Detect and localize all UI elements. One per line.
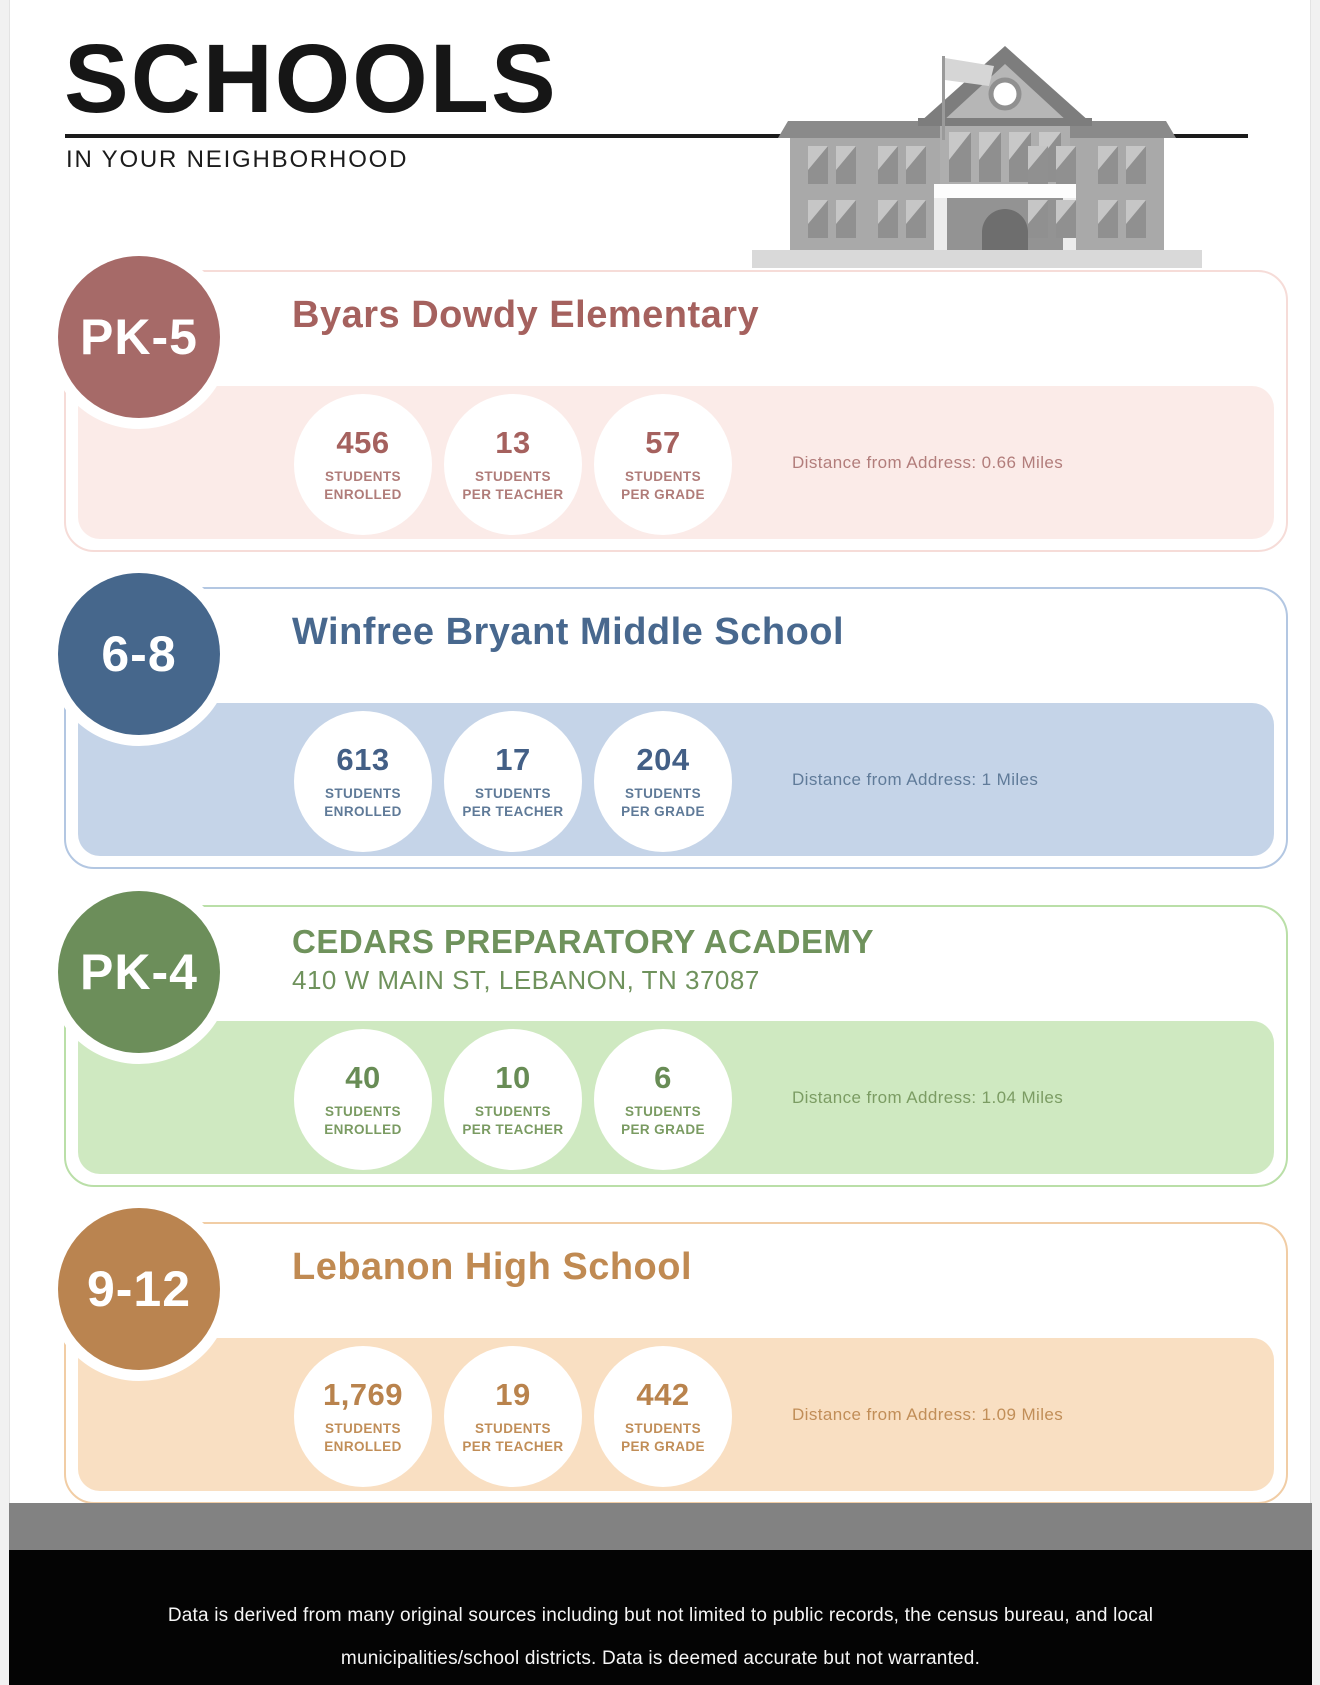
grade-range-label: 9-12 — [86, 1261, 192, 1317]
school-building-icon — [738, 42, 1216, 268]
stat-label: STUDENTS PER GRADE — [621, 469, 705, 502]
stat-value: 10 — [495, 1060, 531, 1096]
disclaimer-text — [9, 1550, 1312, 1680]
stat-students-per-teacher — [444, 1346, 582, 1487]
viewer-left-edge — [0, 0, 10, 1685]
grade-range-badge — [58, 573, 220, 735]
grade-range-badge — [58, 256, 220, 418]
school-header — [292, 294, 759, 338]
stat-label: STUDENTS ENROLLED — [324, 469, 402, 502]
stat-value: 456 — [336, 425, 390, 461]
school-address: 410 W MAIN ST, LEBANON, TN 37087 — [292, 964, 760, 995]
distance-text: Distance from Address: 1 Miles — [792, 769, 1039, 789]
school-card — [64, 587, 1288, 869]
stat-value: 40 — [345, 1060, 381, 1096]
stat-students-per-teacher — [444, 394, 582, 535]
stat-students-per-grade — [594, 711, 732, 852]
school-card — [64, 270, 1288, 552]
school-name: Byars Dowdy Elementary — [292, 294, 760, 336]
grade-range-label: PK-5 — [80, 309, 198, 365]
distance-text: Distance from Address: 1.04 Miles — [792, 1087, 1064, 1107]
school-header — [292, 923, 874, 996]
stat-students-per-teacher — [444, 1029, 582, 1170]
distance-text: Distance from Address: 1.09 Miles — [792, 1404, 1064, 1424]
disclaimer-line-2: municipalities/school districts. Data is deemed accurate but not warranted. — [340, 1648, 981, 1669]
stat-students-enrolled — [294, 1346, 432, 1487]
stat-value: 1,769 — [322, 1377, 404, 1413]
stats-panel — [78, 1338, 1274, 1491]
school-name: Winfree Bryant Middle School — [292, 611, 845, 653]
viewer-right-edge — [1310, 0, 1320, 1685]
school-name: Lebanon High School — [292, 1246, 693, 1288]
footer-gray-band — [9, 1503, 1312, 1550]
stat-students-per-grade — [594, 1346, 732, 1487]
disclaimer-line-1: Data is derived from many original sources including but not limited to public records, the census bureau, and local — [167, 1605, 1154, 1626]
stat-students-enrolled — [294, 394, 432, 535]
grade-range-label: 6-8 — [101, 626, 177, 682]
grade-range-badge — [58, 1208, 220, 1370]
school-card — [64, 905, 1288, 1187]
page-subtitle: IN YOUR NEIGHBORHOOD — [66, 146, 409, 173]
stat-value: 57 — [645, 425, 681, 461]
stat-label: STUDENTS PER TEACHER — [462, 1421, 564, 1454]
stat-value: 613 — [336, 742, 390, 778]
stats-panel — [78, 1021, 1274, 1174]
stats-panel — [78, 386, 1274, 539]
stats-panel — [78, 703, 1274, 856]
stat-students-per-grade — [594, 1029, 732, 1170]
grade-range-label: PK-4 — [80, 944, 198, 1000]
stat-label: STUDENTS PER TEACHER — [462, 786, 564, 819]
stat-value: 442 — [636, 1377, 690, 1413]
stat-value: 17 — [495, 742, 531, 778]
footer — [9, 1550, 1312, 1685]
stat-label: STUDENTS ENROLLED — [324, 786, 402, 819]
stat-value: 19 — [495, 1377, 531, 1413]
stat-label: STUDENTS ENROLLED — [324, 1104, 402, 1137]
stat-value: 13 — [495, 425, 531, 461]
stat-label: STUDENTS PER GRADE — [621, 1421, 705, 1454]
stat-label: STUDENTS PER GRADE — [621, 1104, 705, 1137]
stat-label: STUDENTS PER TEACHER — [462, 469, 564, 502]
stat-students-enrolled — [294, 1029, 432, 1170]
stat-value: 6 — [654, 1060, 672, 1096]
stat-students-enrolled — [294, 711, 432, 852]
stat-label: STUDENTS ENROLLED — [324, 1421, 402, 1454]
stat-label: STUDENTS PER TEACHER — [462, 1104, 564, 1137]
school-card — [64, 1222, 1288, 1504]
stat-students-per-teacher — [444, 711, 582, 852]
stat-value: 204 — [636, 742, 690, 778]
grade-range-badge — [58, 891, 220, 1053]
school-name: CEDARS PREPARATORY ACADEMY — [292, 923, 875, 960]
stat-students-per-grade — [594, 394, 732, 535]
page-title: SCHOOLS — [64, 24, 558, 133]
school-header — [292, 1246, 692, 1290]
school-header — [292, 611, 844, 655]
distance-text: Distance from Address: 0.66 Miles — [792, 452, 1064, 472]
stat-label: STUDENTS PER GRADE — [621, 786, 705, 819]
